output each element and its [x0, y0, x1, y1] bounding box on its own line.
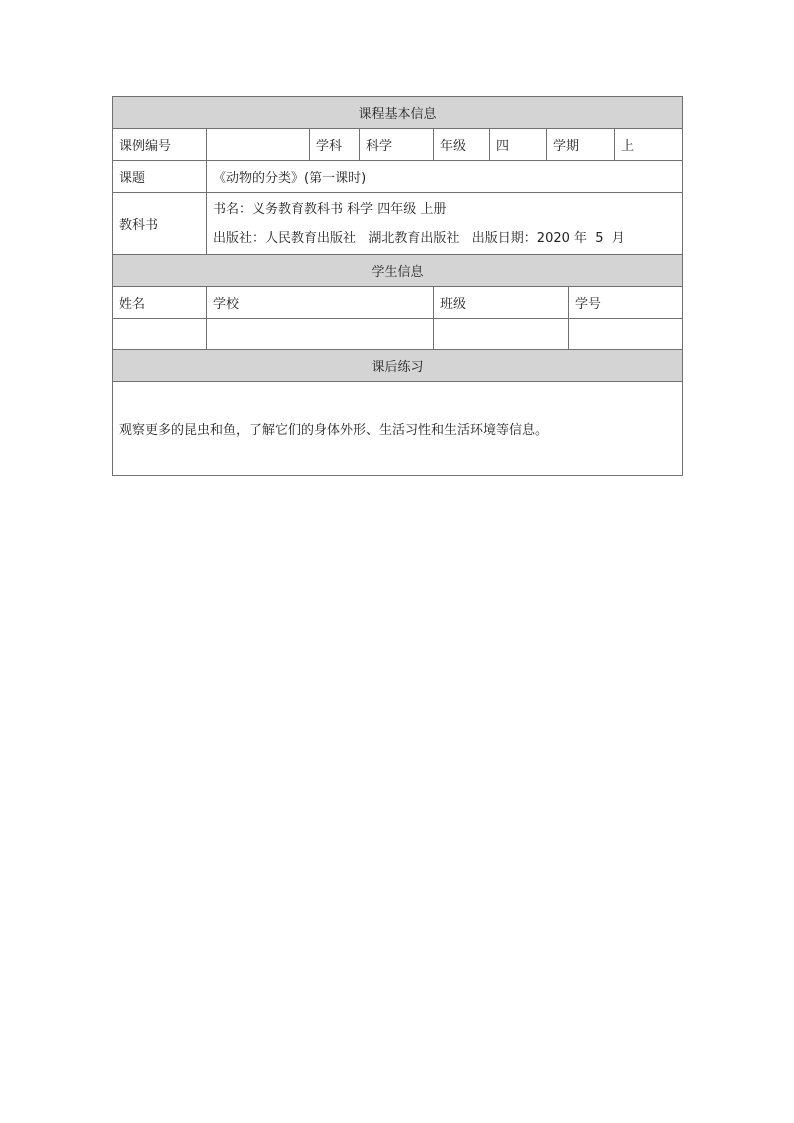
homework-text: 观察更多的昆虫和鱼，了解它们的身体外形、生活习性和生活环境等信息。 — [113, 382, 683, 476]
textbook-publisher-line: 出版社：人民教育出版社 湖北教育出版社 出版日期：2020 年 5 月 — [213, 230, 625, 246]
course-id-label: 课例编号 — [113, 129, 207, 161]
student-number-cell — [569, 319, 683, 350]
section-student-info-header: 学生信息 — [113, 255, 683, 287]
student-number-header: 学号 — [569, 287, 683, 319]
course-info-table — [112, 96, 683, 476]
section-basic-info-header: 课程基本信息 — [113, 97, 683, 129]
grade-value: 四 — [490, 129, 547, 161]
topic-label: 课题 — [113, 161, 207, 193]
student-name-header: 姓名 — [113, 287, 207, 319]
section-homework-header: 课后练习 — [113, 350, 683, 382]
student-class-header: 班级 — [434, 287, 569, 319]
subject-label: 学科 — [310, 129, 360, 161]
textbook-label: 教科书 — [113, 193, 207, 255]
term-label: 学期 — [547, 129, 615, 161]
student-school-header: 学校 — [207, 287, 434, 319]
textbook-value — [207, 193, 683, 255]
student-name-cell — [113, 319, 207, 350]
term-value: 上 — [615, 129, 683, 161]
grade-label: 年级 — [434, 129, 490, 161]
student-school-cell — [207, 319, 434, 350]
student-class-cell — [434, 319, 569, 350]
textbook-title-line: 书名：义务教育教科书 科学 四年级 上册 — [213, 201, 447, 217]
subject-value: 科学 — [360, 129, 434, 161]
topic-value: 《动物的分类》(第一课时) — [207, 161, 683, 193]
course-id-value — [207, 129, 310, 161]
